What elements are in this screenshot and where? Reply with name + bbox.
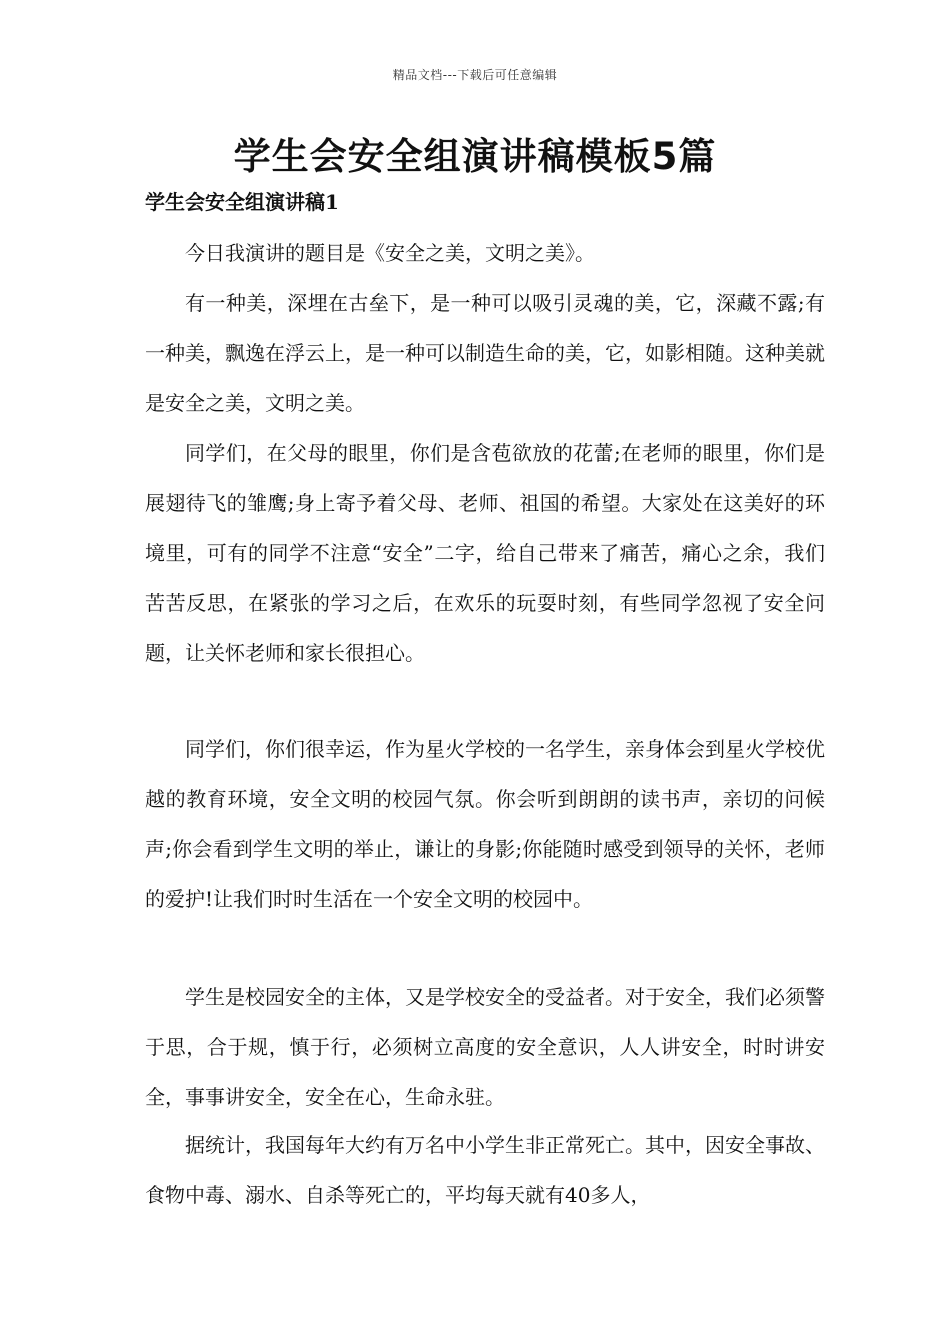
document-title: 学生会安全组演讲稿模板5篇 — [233, 135, 717, 178]
body-paragraph-block — [145, 428, 825, 678]
body-paragraph-block — [145, 1120, 825, 1220]
body-paragraph-block — [145, 724, 825, 924]
body-paragraph-block — [145, 278, 825, 428]
body-paragraph-block — [145, 972, 825, 1122]
section-heading: 学生会安全组演讲稿1 — [145, 190, 339, 214]
paragraph: 同学们，你们很幸运，作为星火学校的一名学生，亲身体会到星火学校优越的教育环境，安全文明的校园气氛。你会听到朗朗的读书声，亲切的问候声;你会看到学生文明的举止，谦让的身影;你能随时感受到领导的关怀，老师的爱护!让我们时时生活在一个安全文明的校园中。 — [145, 737, 825, 911]
paragraph: 同学们，在父母的眼里，你们是含苞欲放的花蕾;在老师的眼里，你们是展翅待飞的雏鹰;身上寄予着父母、老师、祖国的希望。大家处在这美好的环境里，可有的同学不注意“安全”二字，给自己带来了痛苦，痛心之余，我们苦苦反思，在紧张的学习之后，在欢乐的玩耍时刻，有些同学忽视了安全问题，让关怀老师和家长很担心。 — [145, 441, 825, 665]
paragraph: 有一种美，深埋在古垒下，是一种可以吸引灵魂的美，它，深藏不露;有一种美，飘逸在浮云上，是一种可以制造生命的美，它，如影相随。这种美就是安全之美，文明之美。 — [145, 291, 825, 415]
body-paragraph-block — [145, 228, 825, 278]
header-note: 精品文档---下载后可任意编辑 — [392, 68, 558, 82]
paragraph: 今日我演讲的题目是《安全之美，文明之美》。 — [185, 241, 595, 265]
paragraph: 据统计，我国每年大约有万名中小学生非正常死亡。其中，因安全事故、食物中毒、溺水、自杀等死亡的，平均每天就有40多人， — [145, 1133, 825, 1207]
paragraph: 学生是校园安全的主体，又是学校安全的受益者。对于安全，我们必须警于思，合于规，慎于行，必须树立高度的安全意识，人人讲安全，时时讲安全，事事讲安全，安全在心，生命永驻。 — [145, 985, 825, 1109]
